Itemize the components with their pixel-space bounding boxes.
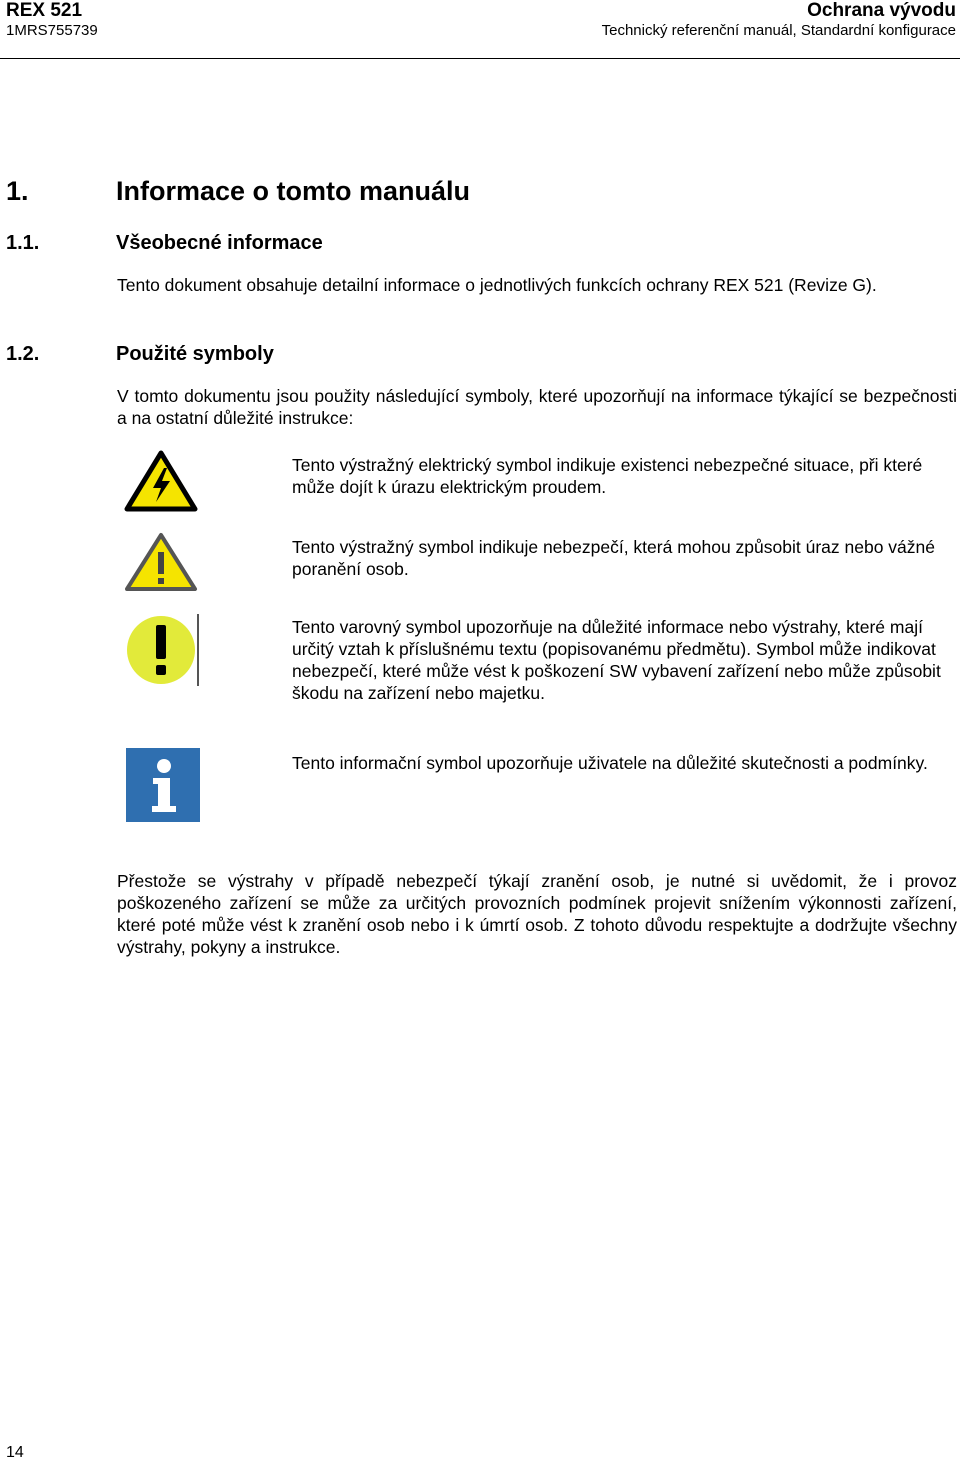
section-1-1-text: Tento dokument obsahuje detailní informace o jednotlivých funkcích ochrany REX 521 (Revize G).	[117, 275, 877, 295]
section-1-number: 1.	[6, 176, 29, 206]
header-chapter-title: Ochrana vývodu	[807, 0, 956, 21]
warning-icon	[124, 532, 198, 592]
section-1-1-number: 1.1.	[6, 232, 40, 254]
section-1-1-heading	[6, 232, 323, 255]
header-doc-code: 1MRS755739	[6, 22, 98, 39]
section-1-heading	[6, 176, 470, 207]
section-1-2-number: 1.2.	[6, 343, 40, 365]
header-product: REX 521	[6, 0, 83, 21]
section-1-title: Informace o tomto manuálu	[116, 176, 471, 206]
closing-paragraph: Přestože se výstrahy v případě nebezpečí týkají zranění osob, je nutné si uvědomit, že i provoz poškozeného zařízení se může za určitých provozních podmínek projevit snížením výkonnosti zařízení, které poté může vést k zranění osob nebo i k úmrtí osob. Z tohoto důvodu respektujte a dodržujte všechny výstrahy, pokyny a instrukce.	[117, 871, 957, 957]
info-icon	[126, 748, 200, 822]
header-divider	[0, 58, 960, 59]
page-number: 14	[6, 1444, 24, 1461]
warning-text: Tento výstražný symbol indikuje nebezpečí, která mohou způsobit úraz nebo vážné poranění osob.	[292, 537, 935, 579]
info-text: Tento informační symbol upozorňuje uživatele na důležité skutečnosti a podmínky.	[292, 753, 928, 773]
electrical-warning-text: Tento výstražný elektrický symbol indikuje existenci nebezpečné situace, při které může dojít k úrazu elektrickým proudem.	[292, 455, 923, 497]
section-1-2-title: Použité symboly	[116, 343, 274, 365]
header-manual-type: Technický referenční manuál, Standardní konfigurace	[601, 22, 956, 39]
section-1-1-title: Všeobecné informace	[116, 232, 323, 254]
electrical-warning-icon	[124, 450, 198, 512]
caution-icon	[124, 612, 200, 688]
section-1-2-intro: V tomto dokumentu jsou použity následující symboly, které upozorňují na informace týkající se bezpečnosti a na ostatní důležité instrukce:	[117, 386, 957, 428]
caution-text: Tento varovný symbol upozorňuje na důležité informace nebo výstrahy, které mají určitý vztah k příslušnému textu (popisovanému předmětu). Symbol může indikovat nebezpečí, které může vést k poškození SW vybavení zařízení nebo může způsobit škodu na zařízení nebo majetku.	[292, 617, 941, 703]
section-1-2-heading	[6, 343, 274, 366]
